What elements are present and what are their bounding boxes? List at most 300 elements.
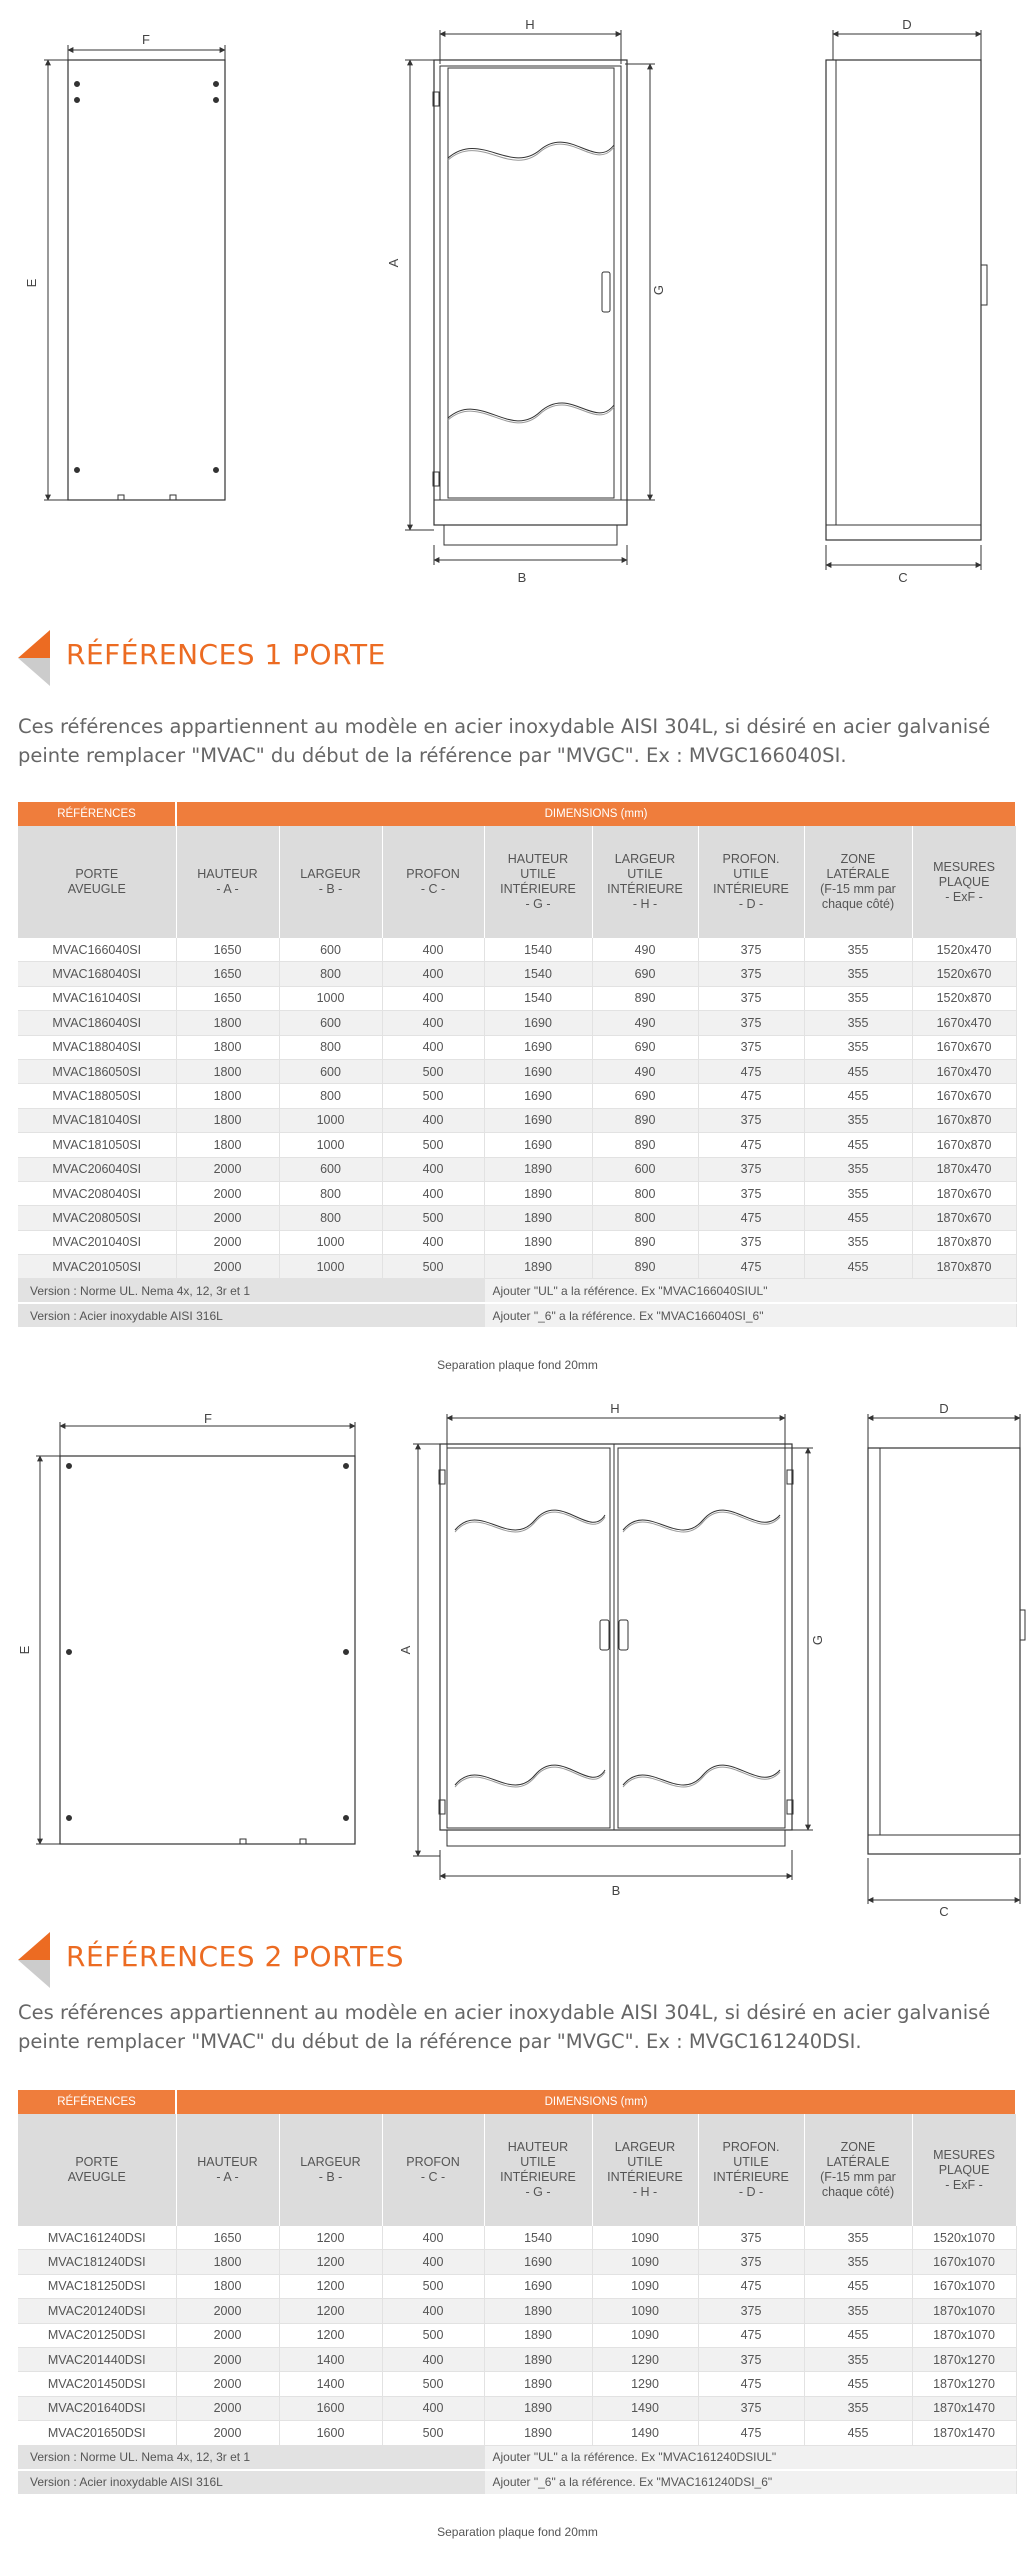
column-header-line: LATÉRALE bbox=[826, 2155, 890, 2169]
column-header-line: PROFON. bbox=[722, 852, 780, 866]
dimension-cell: 1870x870 bbox=[912, 1230, 1016, 1254]
dimension-cell: 355 bbox=[804, 2396, 912, 2420]
dimension-cell: 400 bbox=[382, 2250, 484, 2274]
dimension-cell: 890 bbox=[592, 1230, 698, 1254]
reference-cell: MVAC201650DSI bbox=[18, 2421, 176, 2445]
version-note-row bbox=[18, 1303, 1016, 1328]
reference-cell: MVAC186050SI bbox=[18, 1059, 176, 1083]
dimension-cell: 1870x1270 bbox=[912, 2372, 1016, 2396]
column-header-line: UTILE bbox=[520, 867, 556, 881]
dimension-cell: 1520x670 bbox=[912, 962, 1016, 986]
dimension-cell: 1800 bbox=[176, 1059, 279, 1083]
dimension-cell: 500 bbox=[382, 1133, 484, 1157]
column-header-line: AVEUGLE bbox=[67, 882, 126, 896]
dimension-cell: 1870x670 bbox=[912, 1206, 1016, 1230]
column-header-line: - ExF - bbox=[945, 889, 983, 904]
technical-drawing-2-portes bbox=[0, 1390, 1035, 1920]
column-header-line: HAUTEUR bbox=[507, 852, 569, 866]
column-header bbox=[912, 826, 1016, 938]
column-header bbox=[176, 826, 279, 938]
dimension-cell: 890 bbox=[592, 1133, 698, 1157]
column-header-line: - G - bbox=[525, 2185, 551, 2199]
dimension-cell: 1670x670 bbox=[912, 1035, 1016, 1059]
dimension-cell: 375 bbox=[698, 1181, 804, 1205]
dimension-cell: 355 bbox=[804, 986, 912, 1010]
column-header-line: UTILE bbox=[520, 2155, 556, 2169]
column-header-line: PORTE bbox=[75, 2155, 119, 2169]
dimension-cell: 1000 bbox=[279, 1255, 382, 1279]
column-header-line: HAUTEUR bbox=[197, 2155, 258, 2169]
dimension-cell: 1800 bbox=[176, 1133, 279, 1157]
dim-label-a: A bbox=[386, 258, 401, 268]
dimension-cell: 500 bbox=[382, 2274, 484, 2298]
column-header-line: PLAQUE bbox=[938, 2162, 990, 2177]
version-instruction: Ajouter "_6" a la référence. Ex "MVAC161240DSI_6" bbox=[484, 2470, 1016, 2495]
column-header-line: INTÉRIEURE bbox=[607, 882, 683, 896]
dimension-cell: 800 bbox=[592, 1206, 698, 1230]
dimension-cell: 455 bbox=[804, 1133, 912, 1157]
column-header-line: AVEUGLE bbox=[67, 2170, 126, 2184]
reference-cell: MVAC201640DSI bbox=[18, 2396, 176, 2420]
side-view bbox=[826, 30, 987, 570]
dimension-cell: 1870x1070 bbox=[912, 2299, 1016, 2323]
section-header-1-porte bbox=[18, 630, 1018, 690]
column-header-line: INTÉRIEURE bbox=[713, 882, 789, 896]
dimension-cell: 475 bbox=[698, 2372, 804, 2396]
dimension-cell: 400 bbox=[382, 938, 484, 962]
table-row bbox=[18, 938, 1016, 962]
dimension-cell: 500 bbox=[382, 2372, 484, 2396]
dimension-cell: 1000 bbox=[279, 1230, 382, 1254]
dimension-cell: 1890 bbox=[484, 1181, 592, 1205]
column-header-line: - C - bbox=[420, 882, 446, 896]
dimension-cell: 455 bbox=[804, 2274, 912, 2298]
dim-label-h: H bbox=[525, 17, 535, 32]
column-header-line: INTÉRIEURE bbox=[713, 2170, 789, 2184]
group-header-dimensions: DIMENSIONS (mm) bbox=[176, 802, 1016, 826]
dimension-cell: 355 bbox=[804, 1108, 912, 1132]
dimension-cell: 1890 bbox=[484, 2396, 592, 2420]
dim-label-e: E bbox=[24, 278, 39, 288]
dimension-cell: 455 bbox=[804, 1059, 912, 1083]
dimension-cell: 800 bbox=[279, 962, 382, 986]
dimension-cell: 375 bbox=[698, 1157, 804, 1181]
dimension-cell: 475 bbox=[698, 1059, 804, 1083]
dimension-cell: 1690 bbox=[484, 2250, 592, 2274]
side-view bbox=[868, 1414, 1025, 1904]
dimension-cell: 1890 bbox=[484, 2323, 592, 2347]
dimension-cell: 500 bbox=[382, 1206, 484, 1230]
dimension-cell: 890 bbox=[592, 1255, 698, 1279]
table-row bbox=[18, 1255, 1016, 1279]
dimension-cell: 2000 bbox=[176, 2299, 279, 2323]
dimension-cell: 2000 bbox=[176, 2372, 279, 2396]
dimension-cell: 600 bbox=[279, 1059, 382, 1083]
column-header bbox=[592, 826, 698, 938]
reference-cell: MVAC208050SI bbox=[18, 1206, 176, 1230]
dimension-cell: 1870x1470 bbox=[912, 2396, 1016, 2420]
dimension-cell: 1000 bbox=[279, 1133, 382, 1157]
column-header-line: HAUTEUR bbox=[197, 867, 258, 881]
table-row bbox=[18, 1108, 1016, 1132]
dimension-cell: 690 bbox=[592, 1035, 698, 1059]
dimension-cell: 1800 bbox=[176, 1035, 279, 1059]
dimension-cell: 375 bbox=[698, 962, 804, 986]
reference-cell: MVAC201240DSI bbox=[18, 2299, 176, 2323]
dimension-cell: 355 bbox=[804, 2347, 912, 2371]
dimension-cell: 2000 bbox=[176, 2396, 279, 2420]
dimension-cell: 1200 bbox=[279, 2323, 382, 2347]
table-row bbox=[18, 1035, 1016, 1059]
dim-label-d: D bbox=[902, 17, 912, 32]
version-note-row bbox=[18, 2445, 1016, 2470]
column-header bbox=[698, 826, 804, 938]
reference-cell: MVAC201250DSI bbox=[18, 2323, 176, 2347]
dimension-cell: 400 bbox=[382, 986, 484, 1010]
version-instruction: Ajouter "UL" a la référence. Ex "MVAC161240DSIUL" bbox=[484, 2445, 1016, 2470]
version-label: Version : Acier inoxydable AISI 316L bbox=[18, 2470, 484, 2495]
dimension-cell: 455 bbox=[804, 1255, 912, 1279]
dimension-cell: 400 bbox=[382, 2299, 484, 2323]
reference-cell: MVAC181250DSI bbox=[18, 2274, 176, 2298]
dimension-cell: 375 bbox=[698, 2347, 804, 2371]
column-header-line: LARGEUR bbox=[300, 2155, 361, 2169]
column-header-line: - H - bbox=[632, 2185, 658, 2199]
dim-label-b: B bbox=[517, 570, 527, 585]
dimension-cell: 800 bbox=[279, 1181, 382, 1205]
reference-cell: MVAC201050SI bbox=[18, 1255, 176, 1279]
dimension-cell: 1690 bbox=[484, 1059, 592, 1083]
cabinet-drawing-svg bbox=[0, 0, 1035, 600]
column-header-line: MESURES bbox=[933, 859, 995, 874]
column-header bbox=[176, 2114, 279, 2226]
reference-cell: MVAC161040SI bbox=[18, 986, 176, 1010]
dimension-cell: 500 bbox=[382, 1059, 484, 1083]
dimension-cell: 490 bbox=[592, 1011, 698, 1035]
column-header-line: PROFON bbox=[406, 867, 460, 881]
column-header-line: UTILE bbox=[627, 2155, 663, 2169]
section-intro: Ces références appartiennent au modèle en acier inoxydable AISI 304L, si désiré en acier galvanisé peinte remplacer "MVAC" du début de la référence par "MVGC". Ex : MVGC166040SI. bbox=[18, 715, 991, 767]
table-row bbox=[18, 1059, 1016, 1083]
dimension-cell: 400 bbox=[382, 962, 484, 986]
dimension-cell: 375 bbox=[698, 938, 804, 962]
dimension-cell: 1200 bbox=[279, 2274, 382, 2298]
dimension-cell: 375 bbox=[698, 1230, 804, 1254]
dimension-cell: 400 bbox=[382, 1181, 484, 1205]
dimension-cell: 1670x1070 bbox=[912, 2274, 1016, 2298]
dimension-cell: 1520x870 bbox=[912, 986, 1016, 1010]
front-view bbox=[405, 30, 655, 565]
dimension-cell: 1490 bbox=[592, 2396, 698, 2420]
dimension-cell: 1890 bbox=[484, 2299, 592, 2323]
dim-label-b: B bbox=[611, 1883, 621, 1898]
dimension-cell: 1490 bbox=[592, 2421, 698, 2445]
column-header bbox=[484, 2114, 592, 2226]
column-header-line: - A - bbox=[216, 2170, 239, 2184]
reference-cell: MVAC181040SI bbox=[18, 1108, 176, 1132]
reference-cell: MVAC181050SI bbox=[18, 1133, 176, 1157]
dimension-cell: 2000 bbox=[176, 1255, 279, 1279]
table-row bbox=[18, 2396, 1016, 2420]
group-header-dimensions: DIMENSIONS (mm) bbox=[176, 2090, 1016, 2114]
front-view bbox=[413, 1414, 813, 1880]
column-header bbox=[912, 2114, 1016, 2226]
table-row bbox=[18, 2347, 1016, 2371]
column-header bbox=[804, 2114, 912, 2226]
column-header bbox=[279, 2114, 382, 2226]
dimension-cell: 600 bbox=[279, 1011, 382, 1035]
dimension-cell: 1870x1470 bbox=[912, 2421, 1016, 2445]
column-header-line: - D - bbox=[738, 2185, 764, 2199]
column-header-line: INTÉRIEURE bbox=[500, 882, 576, 896]
dimension-cell: 375 bbox=[698, 1108, 804, 1132]
dimension-cell: 1650 bbox=[176, 938, 279, 962]
table-row bbox=[18, 1011, 1016, 1035]
dimension-cell: 490 bbox=[592, 938, 698, 962]
dimension-cell: 355 bbox=[804, 2226, 912, 2250]
section-marker-icon bbox=[18, 630, 52, 686]
dimension-cell: 1650 bbox=[176, 962, 279, 986]
column-header-line: HAUTEUR bbox=[507, 2140, 569, 2154]
column-header bbox=[592, 2114, 698, 2226]
dimension-cell: 375 bbox=[698, 2250, 804, 2274]
column-header-line: UTILE bbox=[733, 2155, 769, 2169]
dimension-cell: 1520x470 bbox=[912, 938, 1016, 962]
dimension-cell: 1870x1270 bbox=[912, 2347, 1016, 2371]
dimension-cell: 355 bbox=[804, 1035, 912, 1059]
column-header-line: INTÉRIEURE bbox=[607, 2170, 683, 2184]
dimension-cell: 475 bbox=[698, 2421, 804, 2445]
dim-label-f: F bbox=[142, 32, 150, 47]
column-header-line: - B - bbox=[318, 882, 343, 896]
table-row bbox=[18, 2323, 1016, 2347]
dimension-cell: 1890 bbox=[484, 1206, 592, 1230]
dimension-cell: 1090 bbox=[592, 2226, 698, 2250]
dimension-cell: 1890 bbox=[484, 1230, 592, 1254]
section-header-2-portes bbox=[18, 1932, 1018, 1992]
column-header-line: LARGEUR bbox=[614, 2140, 676, 2154]
table-caption: Separation plaque fond 20mm bbox=[437, 1358, 598, 1372]
dim-label-g: G bbox=[810, 1634, 825, 1646]
version-label: Version : Norme UL. Nema 4x, 12, 3r et 1 bbox=[18, 1279, 484, 1304]
cabinet-drawing-svg bbox=[0, 1390, 1035, 1920]
column-header-line: - D - bbox=[738, 897, 764, 911]
dimension-cell: 2000 bbox=[176, 1157, 279, 1181]
version-label: Version : Acier inoxydable AISI 316L bbox=[18, 1303, 484, 1328]
dimension-cell: 1800 bbox=[176, 1084, 279, 1108]
table-row bbox=[18, 2372, 1016, 2396]
dimension-cell: 490 bbox=[592, 1059, 698, 1083]
dimension-cell: 1670x470 bbox=[912, 1059, 1016, 1083]
dimension-cell: 890 bbox=[592, 1108, 698, 1132]
reference-cell: MVAC201440DSI bbox=[18, 2347, 176, 2371]
column-header bbox=[698, 2114, 804, 2226]
table-row bbox=[18, 1230, 1016, 1254]
table-row bbox=[18, 1181, 1016, 1205]
dimension-cell: 1200 bbox=[279, 2250, 382, 2274]
dimension-cell: 600 bbox=[279, 1157, 382, 1181]
mounting-plate-view bbox=[36, 1422, 355, 1844]
dimension-cell: 1690 bbox=[484, 2274, 592, 2298]
dimension-cell: 475 bbox=[698, 2274, 804, 2298]
version-instruction: Ajouter "UL" a la référence. Ex "MVAC166040SIUL" bbox=[484, 1279, 1016, 1304]
table-row bbox=[18, 1157, 1016, 1181]
column-header-line: - B - bbox=[318, 2170, 343, 2184]
column-header-line: ZONE bbox=[840, 852, 876, 866]
column-header-line: (F-15 mm par bbox=[820, 882, 896, 896]
dimension-cell: 1870x470 bbox=[912, 1157, 1016, 1181]
references-table-2-portes bbox=[18, 2090, 1017, 2496]
dimension-cell: 375 bbox=[698, 1011, 804, 1035]
column-header-line: (F-15 mm par bbox=[820, 2170, 896, 2184]
dimension-cell: 1000 bbox=[279, 1108, 382, 1132]
dimension-cell: 1870x670 bbox=[912, 1181, 1016, 1205]
column-headers bbox=[18, 826, 1016, 938]
dimension-cell: 1690 bbox=[484, 1035, 592, 1059]
dimension-cell: 1600 bbox=[279, 2421, 382, 2445]
table-row bbox=[18, 1084, 1016, 1108]
dimension-cell: 355 bbox=[804, 2250, 912, 2274]
dimension-cell: 1200 bbox=[279, 2226, 382, 2250]
column-header bbox=[804, 826, 912, 938]
table-row bbox=[18, 2226, 1016, 2250]
dimension-cell: 455 bbox=[804, 2323, 912, 2347]
dimension-cell: 1290 bbox=[592, 2347, 698, 2371]
column-header-line: - ExF - bbox=[945, 2177, 983, 2192]
column-header-line: MESURES bbox=[933, 2147, 995, 2162]
dimension-cell: 2000 bbox=[176, 2323, 279, 2347]
dimension-cell: 2000 bbox=[176, 1230, 279, 1254]
dim-label-c: C bbox=[939, 1904, 949, 1919]
column-header-line: LARGEUR bbox=[300, 867, 361, 881]
dimension-cell: 355 bbox=[804, 1011, 912, 1035]
reference-cell: MVAC161240DSI bbox=[18, 2226, 176, 2250]
references-table-1-porte bbox=[18, 802, 1017, 1329]
dimension-cell: 1090 bbox=[592, 2323, 698, 2347]
reference-cell: MVAC186040SI bbox=[18, 1011, 176, 1035]
dimension-cell: 375 bbox=[698, 2226, 804, 2250]
dimension-cell: 2000 bbox=[176, 1181, 279, 1205]
section-title: RÉFÉRENCES 2 PORTES bbox=[66, 1940, 405, 1973]
dimension-cell: 1540 bbox=[484, 938, 592, 962]
dimension-cell: 1600 bbox=[279, 2396, 382, 2420]
table-row bbox=[18, 2250, 1016, 2274]
column-header-line: PORTE bbox=[75, 867, 119, 881]
dimension-cell: 1800 bbox=[176, 2274, 279, 2298]
dimension-cell: 1670x1070 bbox=[912, 2250, 1016, 2274]
dimension-cell: 1890 bbox=[484, 1255, 592, 1279]
dimension-cell: 1690 bbox=[484, 1011, 592, 1035]
dimension-cell: 475 bbox=[698, 1255, 804, 1279]
version-note-row bbox=[18, 1279, 1016, 1304]
dimension-cell: 1670x870 bbox=[912, 1108, 1016, 1132]
dimension-cell: 1400 bbox=[279, 2372, 382, 2396]
column-header-line: chaque côté) bbox=[821, 2185, 895, 2199]
dimension-cell: 400 bbox=[382, 1157, 484, 1181]
dimension-cell: 1000 bbox=[279, 986, 382, 1010]
section-title: RÉFÉRENCES 1 PORTE bbox=[66, 638, 386, 671]
dimension-cell: 1650 bbox=[176, 2226, 279, 2250]
column-header-line: UTILE bbox=[733, 867, 769, 881]
dimension-cell: 1200 bbox=[279, 2299, 382, 2323]
table-row bbox=[18, 986, 1016, 1010]
mounting-plate-view bbox=[44, 45, 225, 500]
dimension-cell: 1690 bbox=[484, 1108, 592, 1132]
dimension-cell: 1870x1070 bbox=[912, 2323, 1016, 2347]
dimension-cell: 500 bbox=[382, 1255, 484, 1279]
column-header bbox=[382, 2114, 484, 2226]
dimension-cell: 890 bbox=[592, 986, 698, 1010]
dimension-cell: 1670x470 bbox=[912, 1011, 1016, 1035]
dimension-cell: 800 bbox=[279, 1084, 382, 1108]
dimension-cell: 400 bbox=[382, 1230, 484, 1254]
dimension-cell: 355 bbox=[804, 962, 912, 986]
reference-cell: MVAC206040SI bbox=[18, 1157, 176, 1181]
version-label: Version : Norme UL. Nema 4x, 12, 3r et 1 bbox=[18, 2445, 484, 2470]
dimension-cell: 500 bbox=[382, 2323, 484, 2347]
dimension-cell: 1540 bbox=[484, 2226, 592, 2250]
dimension-cell: 355 bbox=[804, 1157, 912, 1181]
dim-label-a: A bbox=[398, 1645, 413, 1655]
dimension-cell: 1690 bbox=[484, 1133, 592, 1157]
reference-cell: MVAC166040SI bbox=[18, 938, 176, 962]
dimension-cell: 1890 bbox=[484, 1157, 592, 1181]
dimension-cell: 400 bbox=[382, 2347, 484, 2371]
dimension-cell: 1090 bbox=[592, 2250, 698, 2274]
reference-cell: MVAC168040SI bbox=[18, 962, 176, 986]
dimension-cell: 1090 bbox=[592, 2299, 698, 2323]
dimension-cell: 355 bbox=[804, 1181, 912, 1205]
dimension-cell: 1400 bbox=[279, 2347, 382, 2371]
dim-label-e: E bbox=[17, 1645, 32, 1655]
dimension-cell: 475 bbox=[698, 1084, 804, 1108]
version-note-row bbox=[18, 2470, 1016, 2495]
dimension-cell: 1670x670 bbox=[912, 1084, 1016, 1108]
dimension-cell: 1090 bbox=[592, 2274, 698, 2298]
dimension-cell: 400 bbox=[382, 2226, 484, 2250]
dimension-cell: 1800 bbox=[176, 2250, 279, 2274]
dimension-cell: 1870x870 bbox=[912, 1255, 1016, 1279]
dimension-cell: 400 bbox=[382, 1035, 484, 1059]
dimension-cell: 375 bbox=[698, 986, 804, 1010]
column-header-line: UTILE bbox=[627, 867, 663, 881]
dim-label-d: D bbox=[939, 1401, 949, 1416]
dimension-cell: 400 bbox=[382, 1108, 484, 1132]
reference-cell: MVAC188050SI bbox=[18, 1084, 176, 1108]
column-header-line: PROFON bbox=[406, 2155, 460, 2169]
dim-label-f: F bbox=[204, 1411, 212, 1426]
dimension-cell: 800 bbox=[279, 1206, 382, 1230]
table-row bbox=[18, 962, 1016, 986]
dimension-cell: 455 bbox=[804, 1206, 912, 1230]
dimension-cell: 455 bbox=[804, 1084, 912, 1108]
reference-cell: MVAC201450DSI bbox=[18, 2372, 176, 2396]
column-header-line: - C - bbox=[420, 2170, 446, 2184]
table-row bbox=[18, 1133, 1016, 1157]
section-intro: Ces références appartiennent au modèle en acier inoxydable AISI 304L, si désiré en acier galvanisé peinte remplacer "MVAC" du début de la référence par "MVGC". Ex : MVGC161240DSI. bbox=[18, 2001, 991, 2053]
dimension-cell: 1890 bbox=[484, 2372, 592, 2396]
column-header bbox=[18, 826, 176, 938]
dimension-cell: 355 bbox=[804, 938, 912, 962]
column-header-line: chaque côté) bbox=[821, 897, 895, 911]
dimension-cell: 1800 bbox=[176, 1108, 279, 1132]
dimension-cell: 1650 bbox=[176, 986, 279, 1010]
column-header-line: LARGEUR bbox=[614, 852, 676, 866]
dimension-cell: 2000 bbox=[176, 1206, 279, 1230]
dim-label-c: C bbox=[898, 570, 908, 585]
column-header-line: PROFON. bbox=[722, 2140, 780, 2154]
column-header-line: INTÉRIEURE bbox=[500, 2170, 576, 2184]
